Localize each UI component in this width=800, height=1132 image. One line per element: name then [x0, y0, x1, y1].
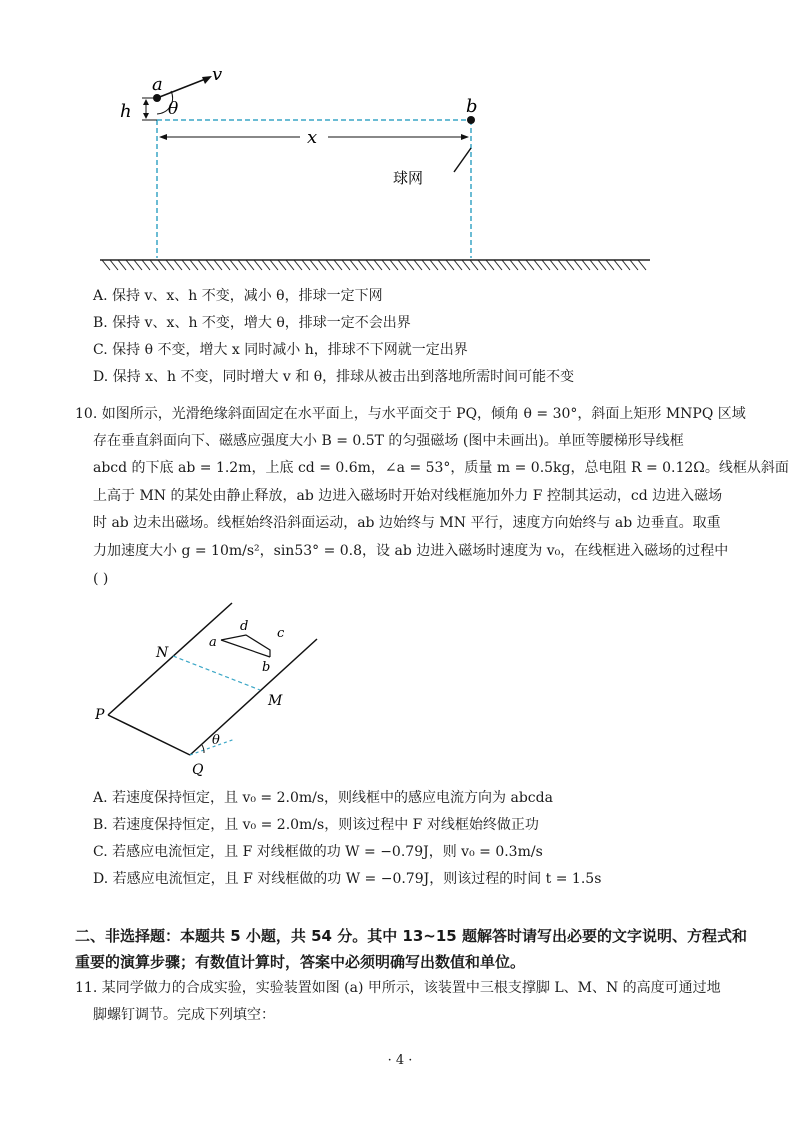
label-c-frame: c — [277, 626, 285, 641]
q11-line-1: 11. 某同学做力的合成实验，实验装置如图 (a) 甲所示，该装置中三根支撑脚 L、M、N 的高度可通过地 — [75, 980, 721, 996]
label-a: a — [152, 74, 163, 95]
q9-option-b: B. 保持 v、x、h 不变，增大 θ，排球一定不会出界 — [93, 315, 411, 331]
label-v: v — [212, 64, 223, 85]
q10-line-4: 上高于 MN 的某处由静止释放，ab 边进入磁场时开始对线框施加外力 F 控制其运动，cd 边进入磁场 — [93, 488, 723, 504]
label-Q: Q — [192, 762, 204, 778]
label-b-frame: b — [262, 660, 271, 675]
label-theta-incline: θ — [212, 733, 220, 748]
label-x: x — [307, 127, 318, 148]
label-d-frame: d — [240, 619, 249, 634]
q11-line-2: 脚螺钉调节。完成下列填空： — [93, 1007, 275, 1023]
label-theta: θ — [168, 99, 179, 119]
label-a-frame: a — [209, 635, 217, 650]
label-b: b — [466, 96, 478, 117]
section-2-line-1: 二、非选择题：本题共 5 小题，共 54 分。其中 13~15 题解答时请写出必要的文字说明、方程式和 — [75, 927, 747, 945]
q10-answer-blank: ( ) — [93, 571, 109, 587]
q10-option-c: C. 若感应电流恒定，且 F 对线框做的功 W = −0.79J，则 v₀ = 0.3m/s — [93, 844, 543, 860]
incline-figure — [95, 595, 335, 780]
q10-line-2: 存在垂直斜面向下、磁感应强度大小 B = 0.5T 的匀强磁场 (图中未画出)。单匝等腰梯形导线框 — [93, 433, 684, 449]
label-net: 球网 — [393, 169, 424, 187]
velocity-vector — [157, 78, 208, 98]
theta-arc-incline — [202, 745, 204, 753]
q10-option-d: D. 若感应电流恒定，且 F 对线框做的功 W = −0.79J，则该过程的时间 t = 1.5s — [93, 871, 602, 887]
edge-right — [190, 639, 317, 755]
ground-hatching — [102, 260, 646, 270]
section-2-line-2: 重要的演算步骤；有数值计算时，答案中必须明确写出数值和单位。 — [75, 953, 526, 971]
label-h: h — [120, 101, 132, 122]
trapezoid-frame — [221, 635, 270, 657]
label-N: N — [156, 645, 169, 661]
q9-option-c: C. 保持 θ 不变，增大 x 同时减小 h，排球不下网就一定出界 — [93, 342, 468, 358]
edge-left — [108, 603, 232, 715]
velocity-arrowhead — [202, 76, 212, 84]
point-b — [467, 116, 475, 124]
q9-option-a: A. 保持 v、x、h 不变，减小 θ，排球一定下网 — [93, 288, 383, 304]
q10-line-1: 10. 如图所示，光滑绝缘斜面固定在水平面上，与水平面交于 PQ，倾角 θ = 30°，斜面上矩形 MNPQ 区域 — [75, 406, 746, 422]
q10-line-6: 力加速度大小 g = 10m/s²，sin53° = 0.8，设 ab 边进入磁场时速度为 v₀，在线框进入磁场的过程中 — [93, 543, 729, 559]
page-number: · 4 · — [387, 1053, 413, 1068]
label-M: M — [268, 693, 283, 709]
volleyball-figure — [100, 60, 660, 275]
q10-option-b: B. 若速度保持恒定，且 v₀ = 2.0m/s，则该过程中 F 对线框始终做正功 — [93, 817, 539, 833]
edge-PQ — [108, 715, 190, 755]
net-pointer — [454, 148, 471, 172]
q9-option-d: D. 保持 x、h 不变，同时增大 v 和 θ，排球从被击出到落地所需时间可能不变 — [93, 369, 575, 385]
q10-option-a: A. 若速度保持恒定，且 v₀ = 2.0m/s，则线框中的感应电流方向为 abcda — [93, 790, 553, 806]
boundary-MN — [173, 656, 260, 690]
label-P: P — [95, 707, 105, 723]
q10-line-5: 时 ab 边未出磁场。线框始终沿斜面运动，ab 边始终与 MN 平行，速度方向始终与 ab 边垂直。取重 — [93, 515, 721, 531]
q10-line-3: abcd 的下底 ab = 1.2m，上底 cd = 0.6m，∠a = 53°，质量 m = 0.5kg，总电阻 R = 0.12Ω。线框从斜面 — [93, 460, 789, 476]
